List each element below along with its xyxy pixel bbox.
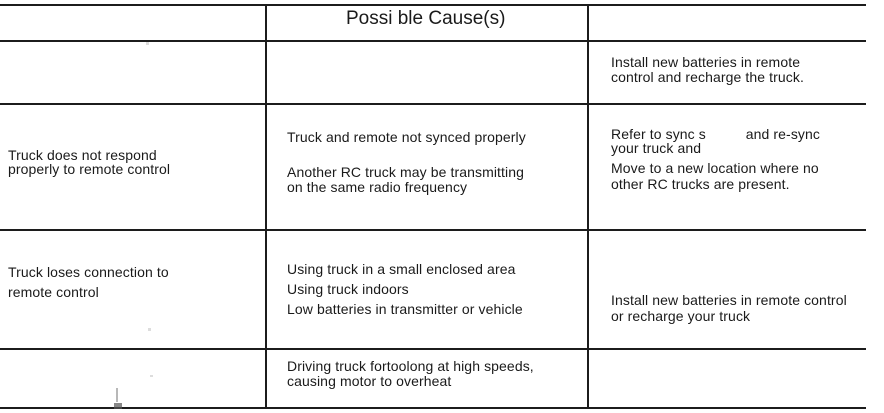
scan-smudge	[116, 388, 118, 402]
table-top-border	[0, 4, 866, 6]
row2-problem-line2: properly to remote control	[8, 161, 171, 177]
row3-cause2: Using truck indoors	[287, 281, 409, 297]
row3-cause3: Low batteries in transmitter or vehicle	[287, 301, 523, 317]
row2-cause2-line2: on the same radio frequency	[287, 179, 468, 195]
header-bottom-border	[0, 40, 866, 42]
row2-solution2-line1: Move to a new location where no	[611, 160, 819, 176]
scan-smudge	[146, 42, 149, 45]
row2-solution1-line1: Refer to sync s and re-sync	[611, 126, 821, 142]
header-possible-causes: Possi ble Cause(s)	[346, 8, 506, 29]
row3-cause1: Using truck in a small enclosed area	[287, 261, 516, 277]
table-bottom-border	[0, 407, 866, 409]
column-divider	[587, 4, 589, 409]
row2-solution1-line2: your truck and	[611, 140, 702, 156]
row-divider	[0, 348, 866, 350]
row3-problem-line1: Truck loses connection to	[8, 264, 169, 280]
row2-solution2-line2: other RC trucks are present.	[611, 176, 790, 192]
row1-solution-line2: control and recharge the truck.	[611, 69, 804, 85]
column-divider	[265, 4, 267, 409]
row1-solution-line1: Install new batteries in remote	[611, 54, 801, 70]
row4-cause1-line2: causing motor to overheat	[287, 373, 452, 389]
row2-cause1: Truck and remote not synced properly	[287, 129, 526, 145]
scan-smudge	[148, 328, 151, 331]
scan-smudge	[150, 375, 153, 377]
row2-problem-line1: Truck does not respond	[8, 147, 157, 163]
row-divider	[0, 103, 866, 105]
row3-solution-line2: or recharge your truck	[611, 308, 751, 324]
row4-cause1-line1: Driving truck fortoolong at high speeds,	[287, 358, 534, 374]
scan-smudge	[114, 403, 122, 409]
row-divider	[0, 229, 866, 231]
row3-problem-line2: remote control	[8, 284, 99, 300]
row2-cause2-line1: Another RC truck may be transmitting	[287, 164, 525, 180]
row3-solution-line1: Install new batteries in remote control	[611, 292, 847, 308]
